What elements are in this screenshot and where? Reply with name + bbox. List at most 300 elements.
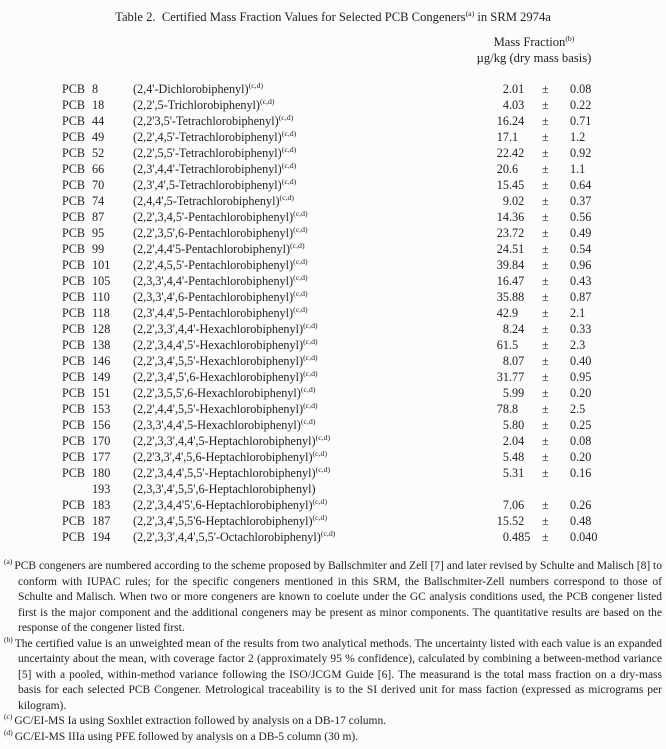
mass-fraction-value [490,321,542,337]
pcb-prefix: PCB [62,82,86,96]
footnote-ref-cd: (c,d) [293,208,308,218]
footnote-ref-cd: (c,d) [281,176,297,186]
footnote-ref-cd: (c,d) [312,512,328,522]
pcb-number: 180 [92,466,111,480]
congener-name [133,337,490,353]
congener-table-body [62,81,630,545]
congener-name [133,305,490,321]
pcb-number: 149 [92,370,111,384]
pcb-number: 194 [92,530,111,544]
value-fraction-part: 72 [512,226,525,240]
value-integer-part: 2. [502,82,512,96]
congener-name [133,129,490,145]
mass-fraction-value [490,417,542,433]
uncertainty-value: 0.64 [570,178,592,192]
pcb-number: 49 [92,130,105,144]
table-row [62,481,630,497]
table-title-suffix: in SRM 2974a [474,10,551,24]
plus-minus-sign: ± [542,434,549,448]
table-row [62,113,630,129]
pcb-prefix: PCB [62,306,86,320]
congener-name [133,193,490,209]
value-integer-part: 16. [496,274,512,288]
value-fraction-part: 01 [512,82,525,96]
plus-minus-sign: ± [542,290,549,304]
plus-minus-sign: ± [542,354,549,368]
pcb-prefix: PCB [62,290,86,304]
uncertainty-value: 0.33 [570,322,592,336]
value-integer-part: 16. [496,114,512,128]
uncertainty-value: 0.56 [570,210,592,224]
plus-minus-sign: ± [542,338,549,352]
congener-name-text: (2,2',3,3',4,4',5-Heptachlorobiphenyl) [133,434,316,448]
value-fraction-part: 51 [512,242,525,256]
pcb-number: 193 [92,482,111,496]
pcb-number: 118 [92,306,110,320]
congener-name [133,321,490,337]
uncertainty-value: 0.08 [570,434,592,448]
congener-name [133,241,490,257]
footnote-ref-cd: (c,d) [303,352,318,362]
table-row [62,225,630,241]
value-integer-part: 5. [502,450,512,464]
congener-name-text: (2,3,3',4,4',5-Hexachlorobiphenyl) [133,418,301,432]
congener-name-text: (2,3,3',4',5,5',6-Heptachlorobiphenyl) [133,482,316,496]
footnote-b [4,634,662,715]
congener-name [133,433,490,449]
value-integer-part: 5. [502,418,512,432]
value-integer-part: 4. [502,98,512,112]
mass-fraction-value [490,433,542,449]
congener-name-text: (2,3',4,4'-Tetrachlorobiphenyl) [133,162,282,176]
pcb-prefix: PCB [62,434,86,448]
congener-name-text: (2,2',3,4,4'5',6-Heptachlorobiphenyl) [133,498,313,512]
congener-name-text: (2,4,4',5-Tetrachlorobiphenyl) [133,194,280,208]
value-fraction-part: 80 [512,418,525,432]
footnote-ref-b: (b) [565,33,575,43]
mass-fraction-value [490,113,542,129]
congener-table [62,81,630,545]
mass-fraction-value [490,465,542,481]
uncertainty-value: 0.22 [570,98,592,112]
plus-minus-sign [542,481,570,497]
mass-fraction-header-line1 [448,34,620,50]
congener-name-text: (2,2'3,5'-Tetrachlorobiphenyl) [133,114,279,128]
footnote-ref-cd: (c,d) [260,96,275,106]
plus-minus-sign: ± [542,466,549,480]
pcb-number: 8 [92,82,99,96]
plus-minus-sign: ± [542,530,549,544]
value-fraction-part: 36 [512,210,525,224]
pcb-prefix: PCB [62,402,86,416]
congener-name [133,81,490,97]
value-integer-part: 5. [502,386,512,400]
uncertainty-value [570,481,630,497]
mass-fraction-label: Mass Fraction [493,35,566,49]
congener-name-text: (2,2',3,3',4,4',5,5'-Octachlorobiphenyl) [133,530,321,544]
pcb-prefix: PCB [62,530,86,544]
table-row [62,209,630,225]
mass-fraction-value [490,97,542,113]
congener-name [133,161,490,177]
congener-name-text: (2,3,3',4,4'-Pentachlorobiphenyl) [133,274,294,288]
mass-fraction-value [490,305,542,321]
congener-name-text: (2,2',3,4,5'-Pentachlorobiphenyl) [133,210,294,224]
pcb-number: 170 [92,434,111,448]
congener-name [133,97,490,113]
value-integer-part: 9. [502,194,512,208]
footnote-ref-cd: (c,d) [293,272,308,282]
footnote-ref-cd: (c,d) [278,112,294,122]
pcb-number: 99 [92,242,105,256]
table-row [62,289,630,305]
footnote-ref-cd: (c,d) [315,464,331,474]
table-row [62,401,630,417]
pcb-number: 187 [92,514,111,528]
value-fraction-part: 99 [512,386,525,400]
congener-name [133,145,490,161]
mass-fraction-value [490,497,542,513]
pcb-number: 70 [92,178,105,192]
pcb-number: 177 [92,450,111,464]
uncertainty-value: 1.1 [570,162,586,176]
pcb-prefix: PCB [62,258,86,272]
footnote-ref-cd: (c,d) [303,320,318,330]
congener-name [133,353,490,369]
footnote-c-text: GC/EI-MS Ia using Soxhlet extraction followed by analysis on a DB-17 column. [14,715,387,727]
mass-fraction-value [490,273,542,289]
value-fraction-part: 03 [512,98,525,112]
footnote-ref-cd: (c,d) [320,528,336,538]
value-fraction-part: 9 [512,306,519,320]
footnote-ref-cd: (c,d) [303,336,318,346]
table-row [62,241,630,257]
pcb-prefix: PCB [62,210,86,224]
mass-fraction-value [490,385,542,401]
value-fraction-part: 48 [512,450,525,464]
uncertainty-value: 0.49 [570,226,592,240]
pcb-prefix: PCB [62,338,86,352]
table-row [62,385,630,401]
congener-name [133,257,490,273]
value-integer-part: 31. [496,370,512,384]
table-title-text: Table 2. Certified Mass Fraction Values for Selected PCB Congeners [115,10,466,24]
plus-minus-sign: ± [542,322,549,336]
footnote-b-marker: (b) [4,634,13,644]
table-row [62,193,630,209]
mass-fraction-value [490,369,542,385]
mass-fraction-value [490,241,542,257]
table-row [62,129,630,145]
mass-fraction-value [490,353,542,369]
congener-name [133,369,490,385]
value-fraction-part: 47 [512,274,525,288]
table-row [62,433,630,449]
value-integer-part: 0. [502,530,512,544]
congener-name [133,449,490,465]
congener-name [133,225,490,241]
value-fraction-part: 77 [512,370,525,384]
pcb-prefix: PCB [62,466,86,480]
mass-fraction-header-line2: µg/kg (dry mass basis) [476,51,592,65]
congener-name-text: (2,2',3,5,5',6-Hexachlorobiphenyl) [133,386,301,400]
congener-name-text: (2,2',5,5'-Tetrachlorobiphenyl) [133,146,282,160]
table-row [62,529,630,545]
value-integer-part: 39. [496,258,512,272]
footnote-a-marker: (a) [4,557,13,567]
pcb-prefix: PCB [62,354,86,368]
pcb-prefix: PCB [62,98,86,112]
footnote-d-text: GC/EI-MS IIIa using PFE followed by analysis on a DB-5 column (30 m). [14,730,359,743]
value-integer-part: 15. [496,514,512,528]
uncertainty-value: 0.95 [570,370,592,384]
footnote-ref-cd: (c,d) [279,192,295,202]
congener-name-text: (2,2',3,4',5',6-Hexachlorobiphenyl) [133,370,304,384]
plus-minus-sign: ± [542,258,549,272]
value-integer-part: 23. [496,226,512,240]
table-row [62,449,630,465]
value-fraction-part: 1 [512,130,519,144]
value-fraction-part: 6 [512,162,519,176]
value-integer-part: 78. [496,402,512,416]
pcb-number: 66 [92,162,105,176]
mass-fraction-value [490,449,542,465]
plus-minus-sign: ± [542,498,549,512]
pcb-number: 101 [92,258,111,272]
pcb-number: 87 [92,210,105,224]
uncertainty-value: 2.1 [570,306,586,320]
pcb-number: 74 [92,194,105,208]
pcb-number: 146 [92,354,111,368]
congener-name [133,465,490,481]
uncertainty-value: 1.2 [570,130,586,144]
footnote-ref-cd: (c,d) [293,288,308,298]
pcb-number: 44 [92,114,105,128]
plus-minus-sign: ± [542,226,549,240]
value-fraction-part: 52 [512,514,525,528]
plus-minus-sign: ± [542,370,549,384]
uncertainty-value: 0.87 [570,290,592,304]
congener-name-text: (2,2',5-Trichlorobiphenyl) [133,98,260,112]
uncertainty-value: 0.43 [570,274,592,288]
congener-name-text: (2,2',3,4',5,5'6-Heptachlorobiphenyl) [133,514,313,528]
value-integer-part: 15. [496,178,512,192]
plus-minus-sign: ± [542,130,549,144]
table-row [62,513,630,529]
footnote-b-text: The certified value is an unweighted mean of the results from two analytical methods. The uncertainty listed with each value is an expanded uncertainty about the mean, with coverage factor 2 (approximately 95 % confidence), calculated by combining a between-method variance [5] with a pooled, within-method variance following the ISO/JCGM Guide [6]. The measurand is the total mass fraction on a dry-mass basis for each selected PCB Congener. Metrological traceability is to the SI derived unit for mass faction (expressed as micrograms per kilogram). [14,637,662,712]
mass-fraction-column-header [448,34,620,66]
footnote-ref-cd: (c,d) [293,256,308,266]
footnote-d-marker: (d) [4,727,13,737]
table-row [62,321,630,337]
uncertainty-value: 0.25 [570,418,592,432]
pcb-number: 151 [92,386,111,400]
value-fraction-part: 24 [512,322,525,336]
mass-fraction-value [490,177,542,193]
uncertainty-value: 0.37 [570,194,592,208]
value-integer-part: 8. [502,322,512,336]
table-row [62,497,630,513]
value-fraction-part: 24 [512,114,525,128]
pcb-number: 95 [92,226,105,240]
congener-name [133,529,490,545]
value-fraction-part: 31 [512,466,525,480]
pcb-number: 156 [92,418,111,432]
footnote-c [4,714,662,730]
footnotes [4,559,662,745]
plus-minus-sign: ± [542,162,549,176]
pcb-prefix: PCB [62,146,86,160]
pcb-prefix: PCB [62,130,86,144]
uncertainty-value: 0.96 [570,258,592,272]
table-row [62,145,630,161]
uncertainty-value: 0.26 [570,498,592,512]
pcb-prefix: PCB [62,450,86,464]
plus-minus-sign: ± [542,514,549,528]
pcb-number: 183 [92,498,111,512]
value-fraction-part: 42 [512,146,525,160]
mass-fraction-value [490,81,542,97]
footnote-d [4,727,662,746]
value-fraction-part: 8 [512,402,519,416]
footnote-ref-cd: (c,d) [303,368,318,378]
plus-minus-sign: ± [542,194,549,208]
pcb-prefix: PCB [62,370,86,384]
congener-name [133,385,490,401]
congener-name [133,417,490,433]
value-fraction-part: 485 [512,530,531,544]
footnote-a [4,559,662,637]
footnote-ref-cd: (c,d) [293,224,308,234]
footnote-ref-cd: (c,d) [312,448,328,458]
footnote-ref-a: (a) [465,8,475,18]
pcb-prefix: PCB [62,514,86,528]
pcb-prefix: PCB [62,242,86,256]
mass-fraction-value [490,145,542,161]
pcb-number: 153 [92,402,111,416]
congener-name-text: (2,2',3,4',5,5'-Hexachlorobiphenyl) [133,354,304,368]
plus-minus-sign: ± [542,306,549,320]
plus-minus-sign: ± [542,178,549,192]
congener-name-text: (2,4'-Dichlorobiphenyl) [133,82,249,96]
mass-fraction-value [490,209,542,225]
mass-fraction-value [490,129,542,145]
congener-name-text: (2,2'3,3',4',5,6-Heptachlorobiphenyl) [133,450,313,464]
table-row [62,81,630,97]
congener-name [133,497,490,513]
mass-fraction-value [490,337,542,353]
table-row [62,417,630,433]
congener-name-text: (2,2',4,4'5-Pentachlorobiphenyl) [133,242,291,256]
pcb-number: 52 [92,146,105,160]
plus-minus-sign: ± [542,242,549,256]
mass-fraction-value [490,193,542,209]
congener-name [133,113,490,129]
plus-minus-sign: ± [542,98,549,112]
pcb-prefix: PCB [62,386,86,400]
pcb-prefix: PCB [62,114,86,128]
value-fraction-part: 04 [512,434,525,448]
mass-fraction-value [490,401,542,417]
uncertainty-value: 0.040 [570,530,598,544]
congener-name-text: (2,2',3,3',4,4'-Hexachlorobiphenyl) [133,322,304,336]
congener-name [133,481,490,497]
congener-name-text: (2,3',4',5-Tetrachlorobiphenyl) [133,178,282,192]
plus-minus-sign: ± [542,402,549,416]
value-fraction-part: 06 [512,498,525,512]
value-integer-part: 35. [496,290,512,304]
footnote-ref-cd: (c,d) [290,240,305,250]
plus-minus-sign: ± [542,386,549,400]
congener-name-text: (2,2',4,5,5'-Pentachlorobiphenyl) [133,258,294,272]
value-integer-part: 14. [496,210,512,224]
pcb-prefix: PCB [62,178,86,192]
table-row [62,257,630,273]
footnote-ref-cd: (c,d) [293,304,308,314]
mass-fraction-value [490,529,542,545]
pcb-number: 105 [92,274,111,288]
pcb-number: 110 [92,290,110,304]
congener-name-text: (2,2',3,4,4',5'-Hexachlorobiphenyl) [133,338,304,352]
pcb-number: 18 [92,98,105,112]
footnote-ref-cd: (c,d) [300,384,316,394]
table-row [62,369,630,385]
pcb-prefix: PCB [62,274,86,288]
congener-name [133,273,490,289]
value-fraction-part: 88 [512,290,525,304]
footnote-ref-cd: (c,d) [315,432,331,442]
mass-fraction-value [490,513,542,529]
footnote-ref-cd: (c,d) [281,144,297,154]
plus-minus-sign: ± [542,418,549,432]
uncertainty-value: 0.20 [570,450,592,464]
congener-name [133,177,490,193]
mass-fraction-value [490,481,542,497]
value-fraction-part: 45 [512,178,525,192]
footnote-ref-cd: (c,d) [248,80,264,90]
uncertainty-value: 0.54 [570,242,592,256]
plus-minus-sign: ± [542,114,549,128]
congener-name-text: (2,2',4,5'-Tetrachlorobiphenyl) [133,130,282,144]
uncertainty-value: 0.92 [570,146,592,160]
pcb-prefix: PCB [62,162,86,176]
pcb-prefix: PCB [62,322,86,336]
pcb-number: 138 [92,338,111,352]
uncertainty-value: 0.16 [570,466,592,480]
footnote-ref-cd: (c,d) [303,400,318,410]
value-integer-part: 7. [502,498,512,512]
value-integer-part: 20. [496,162,512,176]
plus-minus-sign: ± [542,450,549,464]
table-row [62,353,630,369]
pcb-prefix: PCB [62,418,86,432]
congener-name [133,513,490,529]
congener-name [133,401,490,417]
footnote-ref-cd: (c,d) [281,128,297,138]
value-integer-part: 61. [496,338,512,352]
congener-name-text: (2,2',3,4,4',5,5'-Heptachlorobiphenyl) [133,466,316,480]
footnote-ref-cd: (c,d) [312,496,328,506]
footnote-ref-cd: (c,d) [300,416,316,426]
plus-minus-sign: ± [542,82,549,96]
mass-fraction-value [490,257,542,273]
value-integer-part: 5. [502,466,512,480]
table-title [0,0,666,25]
pcb-prefix: PCB [62,194,86,208]
footnote-ref-cd: (c,d) [281,160,297,170]
mass-fraction-value [490,225,542,241]
pcb-number: 128 [92,322,111,336]
